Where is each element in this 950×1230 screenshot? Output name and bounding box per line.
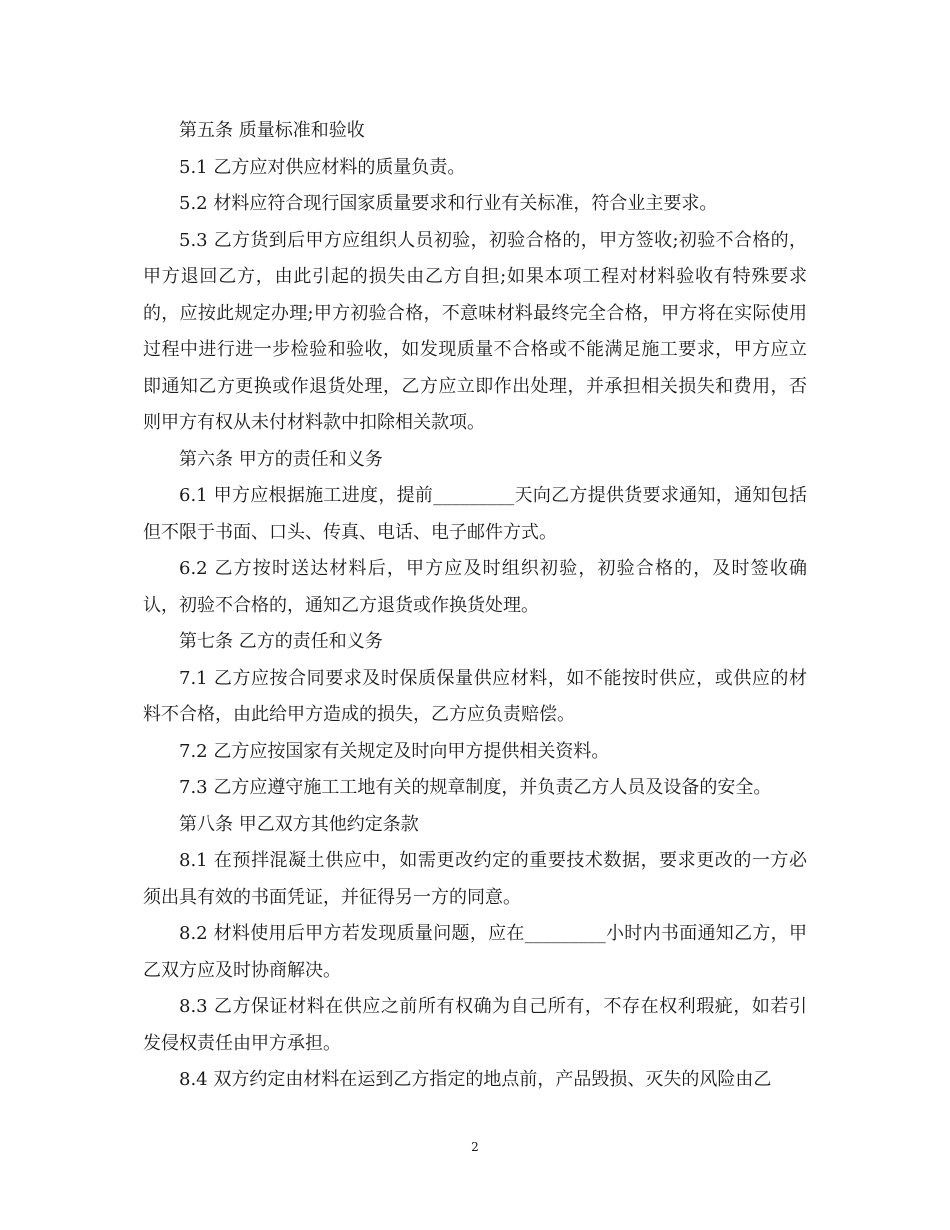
- clause-6-2: 6.2 乙方按时送达材料后，甲方应及时组织初验，初验合格的，及时签收确认，初验不合格的，通知乙方退货或作换货处理。: [143, 558, 807, 616]
- clause-8-1: 8.1 在预拌混凝土供应中，如需更改约定的重要技术数据，要求更改的一方必须出具有效的书面凭证，并征得另一方的同意。: [143, 850, 807, 908]
- clause-8-2: 8.2 材料使用后甲方若发现质量问题，应在_________小时内书面通知乙方，甲乙双方应及时协商解决。: [143, 923, 807, 981]
- article-5-heading: 第五条 质量标准和验收: [179, 120, 365, 141]
- article-8-heading: 第八条 甲乙双方其他约定条款: [179, 813, 419, 835]
- page-number: 2: [471, 1140, 479, 1154]
- clause-6-1: 6.1 甲方应根据施工进度，提前_________天向乙方提供货要求通知，通知包括但不限于书面、口头、传真、电话、电子邮件方式。: [143, 485, 807, 543]
- clause-5-3: 5.3 乙方货到后甲方应组织人员初验，初验合格的，甲方签收;初验不合格的，甲方退回乙方，由此引起的损失由乙方自担;如果本项工程对材料验收有特殊要求的，应按此规定办理;甲方初验合格，不意味材料最终完全合格，甲方将在实际使用过程中进行进一步检验和验收，如发现质量不合格或不能满足施工要求，甲方应立即通知乙方更换或作退货处理，乙方应立即作出处理，并承担相关损失和费用，否则甲方有权从未付材料款中扣除相关款项。: [143, 229, 807, 433]
- clause-8-4: 8.4 双方约定由材料在运到乙方指定的地点前，产品毁损、灭失的风险由乙: [179, 1069, 772, 1090]
- clause-7-1: 7.1 乙方应按合同要求及时保质保量供应材料，如不能按时供应，或供应的材料不合格，由此给甲方造成的损失，乙方应负责赔偿。: [143, 667, 807, 725]
- clause-5-1: 5.1 乙方应对供应材料的质量负责。: [179, 156, 466, 178]
- article-6-heading: 第六条 甲方的责任和义务: [179, 448, 383, 470]
- clause-7-3: 7.3 乙方应遵守施工工地有关的规章制度，并负责乙方人员及设备的安全。: [179, 777, 772, 798]
- document-body: [143, 113, 807, 1099]
- article-7-heading: 第七条 乙方的责任和义务: [179, 631, 383, 652]
- clause-8-3: 8.3 乙方保证材料在供应之前所有权确为自己所有，不存在权利瑕疵，如若引发侵权责任由甲方承担。: [143, 996, 807, 1054]
- clause-5-2: 5.2 材料应符合现行国家质量要求和行业有关标准，符合业主要求。: [179, 193, 718, 214]
- clause-7-2: 7.2 乙方应按国家有关规定及时向甲方提供相关资料。: [179, 740, 610, 762]
